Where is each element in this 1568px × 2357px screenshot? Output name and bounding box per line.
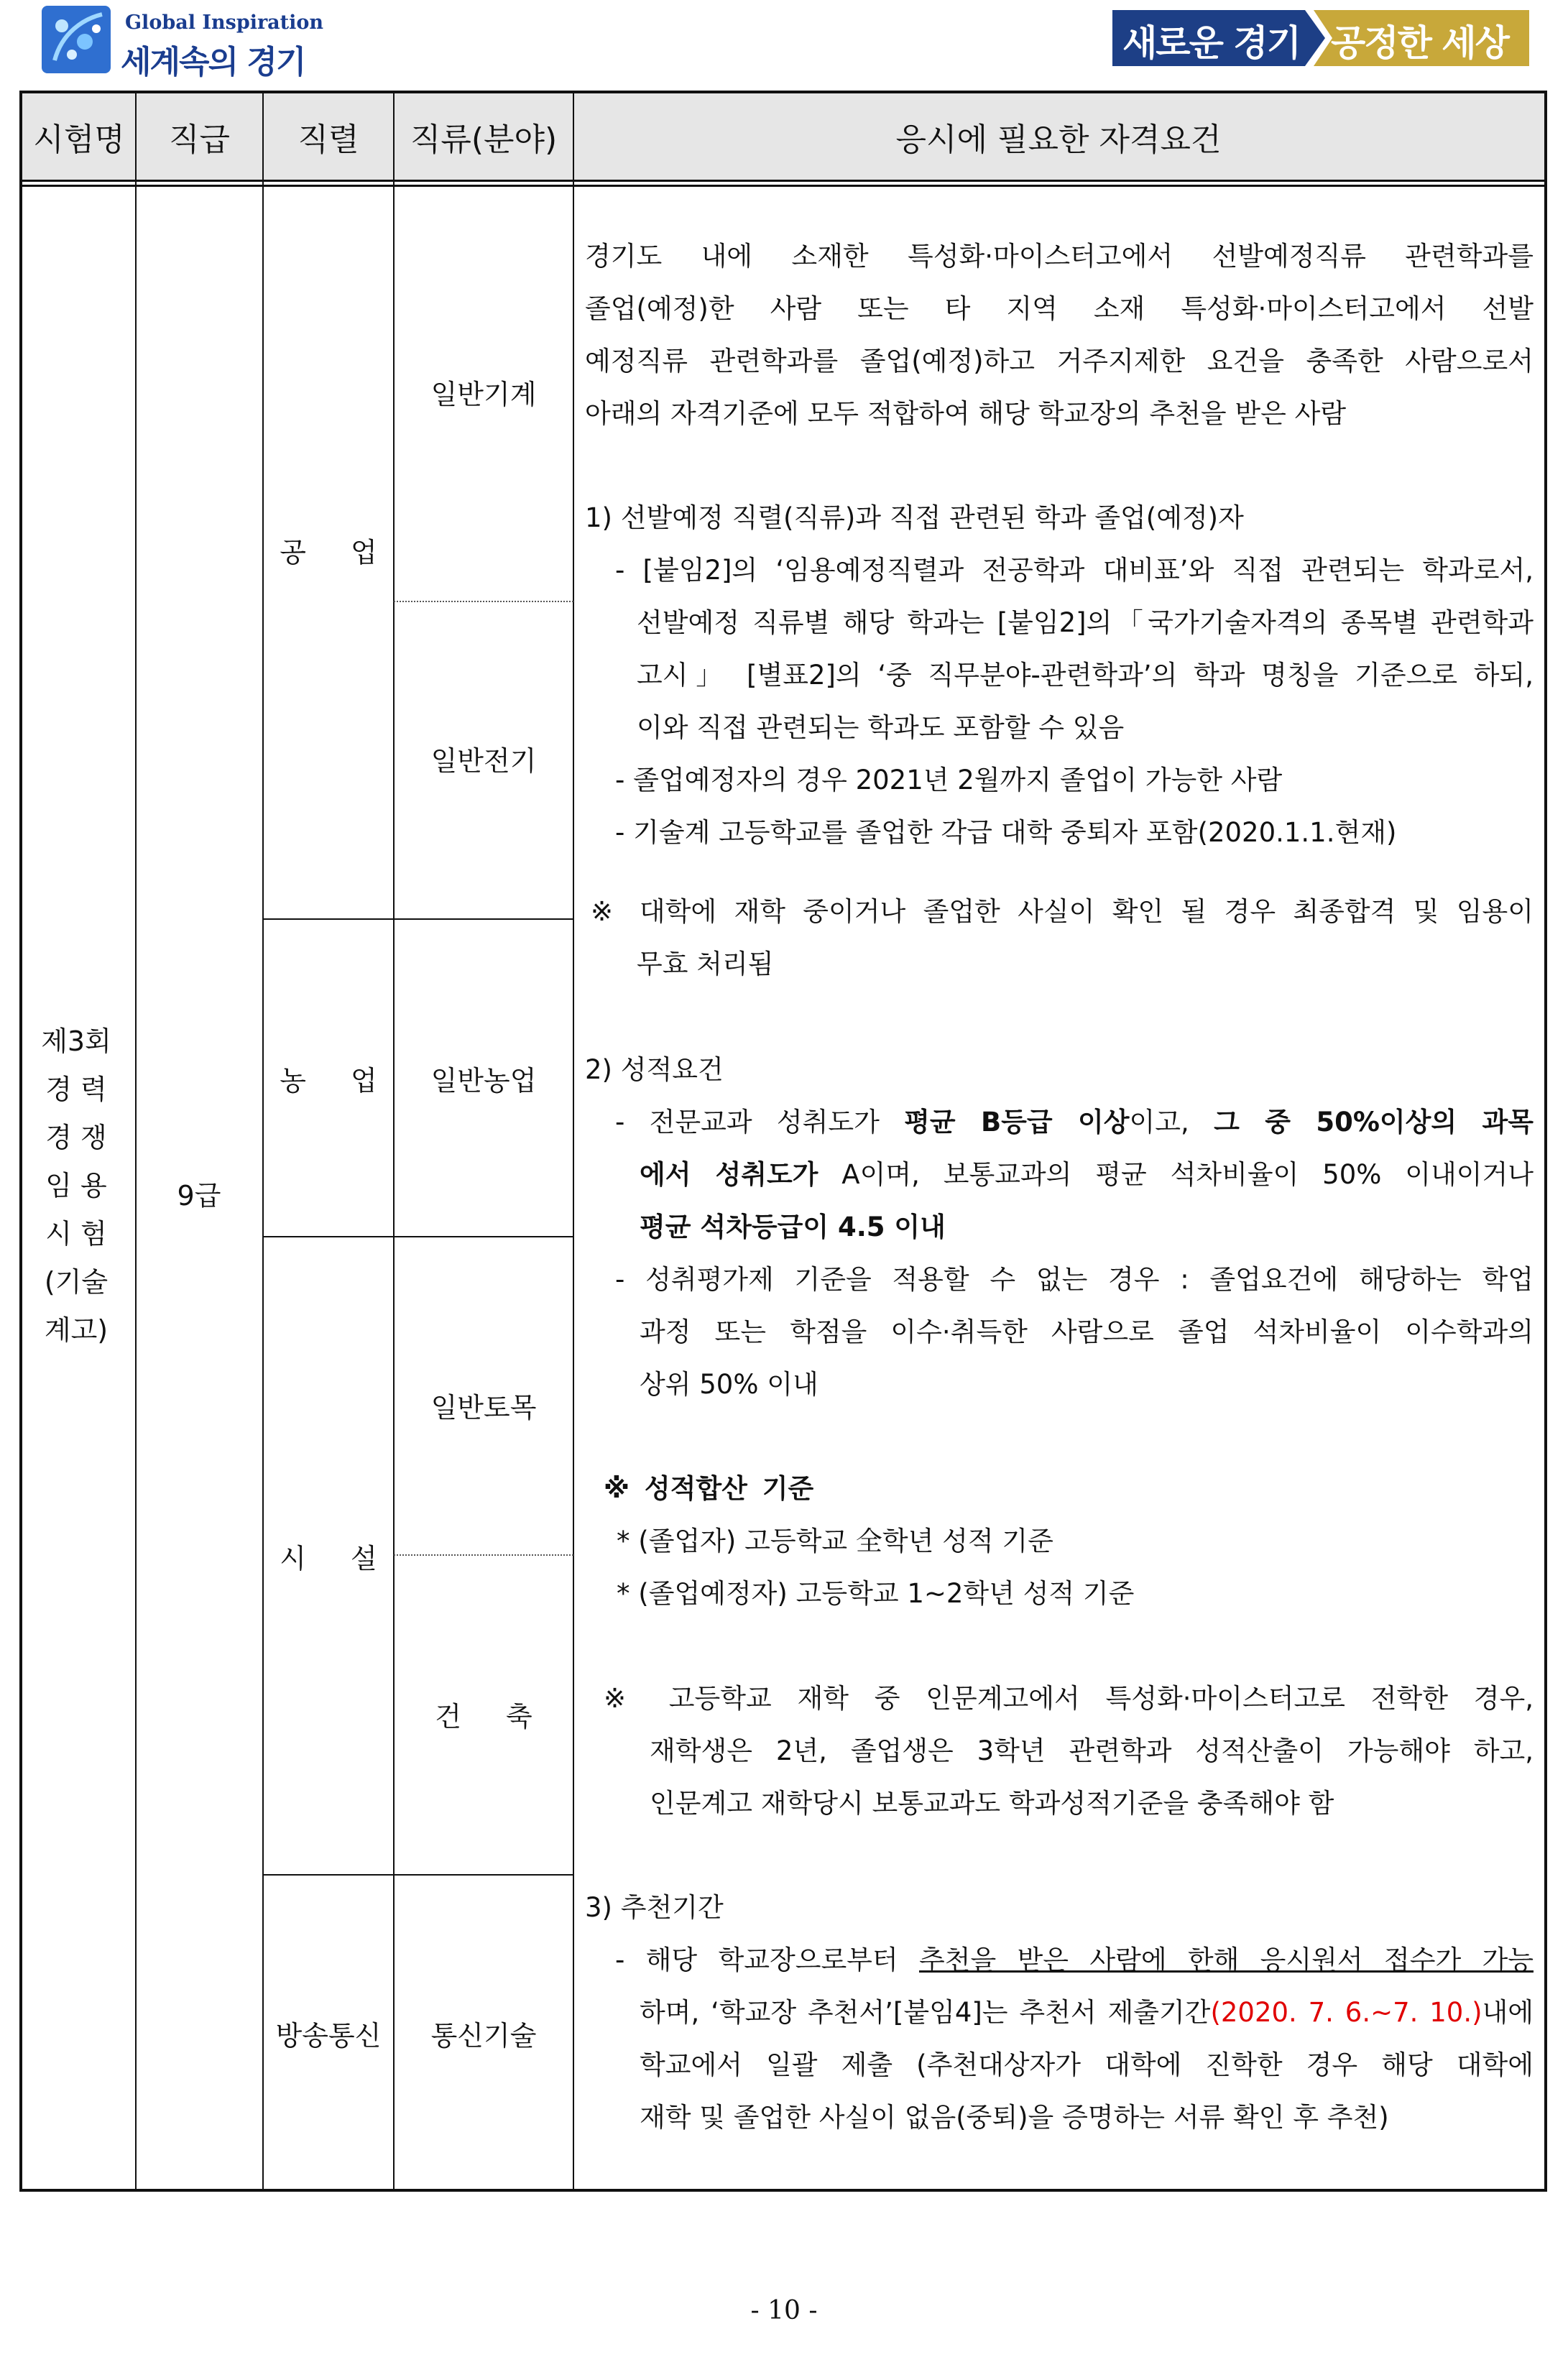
calc-standard-item: * (졸업자) 고등학교 全학년 성적 기준 bbox=[617, 1526, 1053, 1556]
text-fragment: 내에 bbox=[1482, 1997, 1534, 2028]
bold-fragment: 평균 B등급 이상 bbox=[904, 1107, 1130, 1138]
section-1-title: 1) 선발예정 직렬(직류)과 직접 관련된 학과 졸업(예정)자 bbox=[585, 502, 1244, 533]
calc-standard-title: ※ 성적합산 기준 bbox=[604, 1473, 814, 1504]
intro-line: 경기도 내에 소재한 특성화·마이스터고에서 선발예정직류 관련학과를 bbox=[585, 241, 1534, 272]
grade-cell: 9급 bbox=[177, 1179, 221, 1212]
section-2-line: 상위 50% 이내 bbox=[640, 1369, 818, 1400]
section-2-line: - 성취평가제 기준을 적용할 수 없는 경우 : 졸업요건에 해당하는 학업 bbox=[615, 1264, 1534, 1295]
field-general-machinery: 일반기계 bbox=[430, 378, 537, 410]
text-fragment: 하며, ‘학교장 추천서’[붙임4]는 추천서 제출기간 bbox=[640, 1997, 1211, 2028]
page-number: - 10 - bbox=[750, 2296, 818, 2325]
field-architecture: 건 축 bbox=[435, 1700, 532, 1733]
deadline-fragment: (2020. 7. 6.~7. 10.) bbox=[1210, 1997, 1482, 2028]
logo-english-text: Global Inspiration bbox=[125, 11, 324, 34]
intro-line: 예정직류 관련학과를 졸업(예정)하고 거주지제한 요건을 충족한 사람으로서 bbox=[585, 346, 1534, 377]
exam-name-line: (기술 bbox=[44, 1265, 109, 1298]
underlined-fragment: 추천을 받은 사람에 한해 응시원서 접수가 가능 bbox=[918, 1945, 1534, 1975]
slogan-banner bbox=[1112, 10, 1529, 66]
exam-name-cell bbox=[22, 1020, 130, 1351]
bold-fragment: 에서 성취도가 bbox=[640, 1159, 818, 1190]
section-1-item: - 졸업예정자의 경우 2021년 2월까지 졸업이 가능한 사람 bbox=[615, 765, 1283, 795]
exam-name-line: 임 용 bbox=[45, 1169, 107, 1201]
col-header-exam-name: 시험명 bbox=[33, 121, 125, 158]
slogan-left-text: 새로운 경기 bbox=[1122, 22, 1300, 64]
field-general-agriculture: 일반농업 bbox=[430, 1064, 537, 1097]
field-divider-dotted bbox=[394, 601, 573, 602]
section-3-line: 재학 및 졸업한 사실이 없음(중퇴)을 증명하는 서류 확인 후 추천) bbox=[640, 2102, 1389, 2133]
field-general-civil: 일반토목 bbox=[430, 1391, 537, 1424]
section-1-item: - 기술계 고등학교를 졸업한 각급 대학 중퇴자 포함(2020.1.1.현재) bbox=[615, 817, 1397, 848]
transfer-note: ※ 고등학교 재학 중 인문계고에서 특성화·마이스터고로 전학한 경우, bbox=[604, 1683, 1534, 1714]
col-divider bbox=[135, 92, 137, 2190]
row-divider bbox=[263, 918, 573, 920]
exam-name-line: 제3회 bbox=[41, 1025, 111, 1057]
row-divider bbox=[263, 1874, 573, 1876]
section-3-line bbox=[640, 1986, 1534, 2039]
section-2-line: 과정 또는 학점을 이수·취득한 사람으로 졸업 석차비율이 이수학과의 bbox=[640, 1316, 1534, 1347]
text-fragment: 이고, bbox=[1129, 1107, 1214, 1138]
gyeonggi-emblem-icon bbox=[40, 4, 112, 75]
transfer-note: 인문계고 재학당시 보통교과도 학과성적기준을 충족해야 함 bbox=[650, 1788, 1334, 1819]
section-2-line bbox=[640, 1148, 1534, 1201]
col-divider bbox=[262, 92, 264, 2190]
section-1-note: ※ 대학에 재학 중이거나 졸업한 사실이 확인 될 경우 최종합격 및 임용이 bbox=[591, 896, 1534, 927]
field-general-electric: 일반전기 bbox=[430, 744, 537, 777]
series-agriculture: 농 업 bbox=[280, 1064, 377, 1097]
section-1-item: 고시」 [별표2]의 ‘중 직무분야-관련학과’의 학과 명칭을 기준으로 하되, bbox=[637, 660, 1534, 691]
exam-name-line: 계고) bbox=[44, 1314, 109, 1346]
series-facility: 시 설 bbox=[280, 1542, 377, 1574]
transfer-note: 재학생은 2년, 졸업생은 3학년 관련학과 성적산출이 가능해야 하고, bbox=[650, 1735, 1534, 1766]
section-1-item: 선발예정 직류별 해당 학과는 [붙임2]의「국가기술자격의 종목별 관련학과 bbox=[637, 607, 1534, 638]
section-1-note: 무효 처리됨 bbox=[637, 949, 774, 979]
exam-name-line: 경 력 bbox=[45, 1073, 107, 1105]
col-header-series: 직렬 bbox=[298, 121, 359, 158]
row-divider bbox=[263, 1236, 573, 1237]
section-2-line: 평균 석차등급이 4.5 이내 bbox=[640, 1212, 946, 1242]
section-3-title: 3) 추천기간 bbox=[585, 1892, 724, 1923]
text-fragment: A이며, 보통교과의 평균 석차비율이 50% 이내이거나 bbox=[818, 1159, 1534, 1190]
col-header-requirements: 응시에 필요한 자격요건 bbox=[895, 121, 1222, 158]
section-1-item: - [붙임2]의 ‘임용예정직렬과 전공학과 대비표’와 직접 관련되는 학과로서, bbox=[615, 555, 1534, 586]
exam-name-line: 시 험 bbox=[45, 1217, 107, 1250]
col-header-grade: 직급 bbox=[168, 121, 230, 158]
gyeonggi-logo bbox=[40, 4, 328, 80]
slogan-right-text: 공정한 세상 bbox=[1331, 22, 1508, 64]
field-divider-dotted bbox=[394, 1554, 573, 1556]
intro-line: 졸업(예정)한 사람 또는 타 지역 소재 특성화·마이스터고에서 선발 bbox=[585, 293, 1534, 324]
col-header-field: 직류(분야) bbox=[410, 121, 558, 158]
series-broadcast: 방송통신 bbox=[275, 2019, 382, 2052]
section-2-title: 2) 성적요건 bbox=[585, 1054, 724, 1085]
calc-standard-item: * (졸업예정자) 고등학교 1~2학년 성적 기준 bbox=[617, 1578, 1135, 1609]
section-2-line bbox=[615, 1096, 1534, 1148]
bold-fragment: 그 중 50%이상의 과목 bbox=[1214, 1107, 1534, 1138]
field-telecom: 통신기술 bbox=[430, 2019, 537, 2052]
section-3-line: 학교에서 일괄 제출 (추천대상자가 대학에 진학한 경우 해당 대학에 bbox=[640, 2049, 1534, 2080]
intro-line: 아래의 자격기준에 모두 적합하여 해당 학교장의 추천을 받은 사람 bbox=[585, 398, 1347, 429]
series-industry: 공 업 bbox=[280, 536, 377, 568]
text-fragment: - 해당 학교장으로부터 bbox=[615, 1945, 919, 1975]
exam-name-line: 경 쟁 bbox=[45, 1121, 107, 1153]
section-1-item: 이와 직접 관련되는 학과도 포함할 수 있음 bbox=[637, 712, 1125, 743]
text-fragment: - 전문교과 성취도가 bbox=[615, 1107, 905, 1138]
section-3-line bbox=[615, 1934, 1534, 1986]
logo-korean-text: 세계속의 경기 bbox=[121, 44, 305, 80]
